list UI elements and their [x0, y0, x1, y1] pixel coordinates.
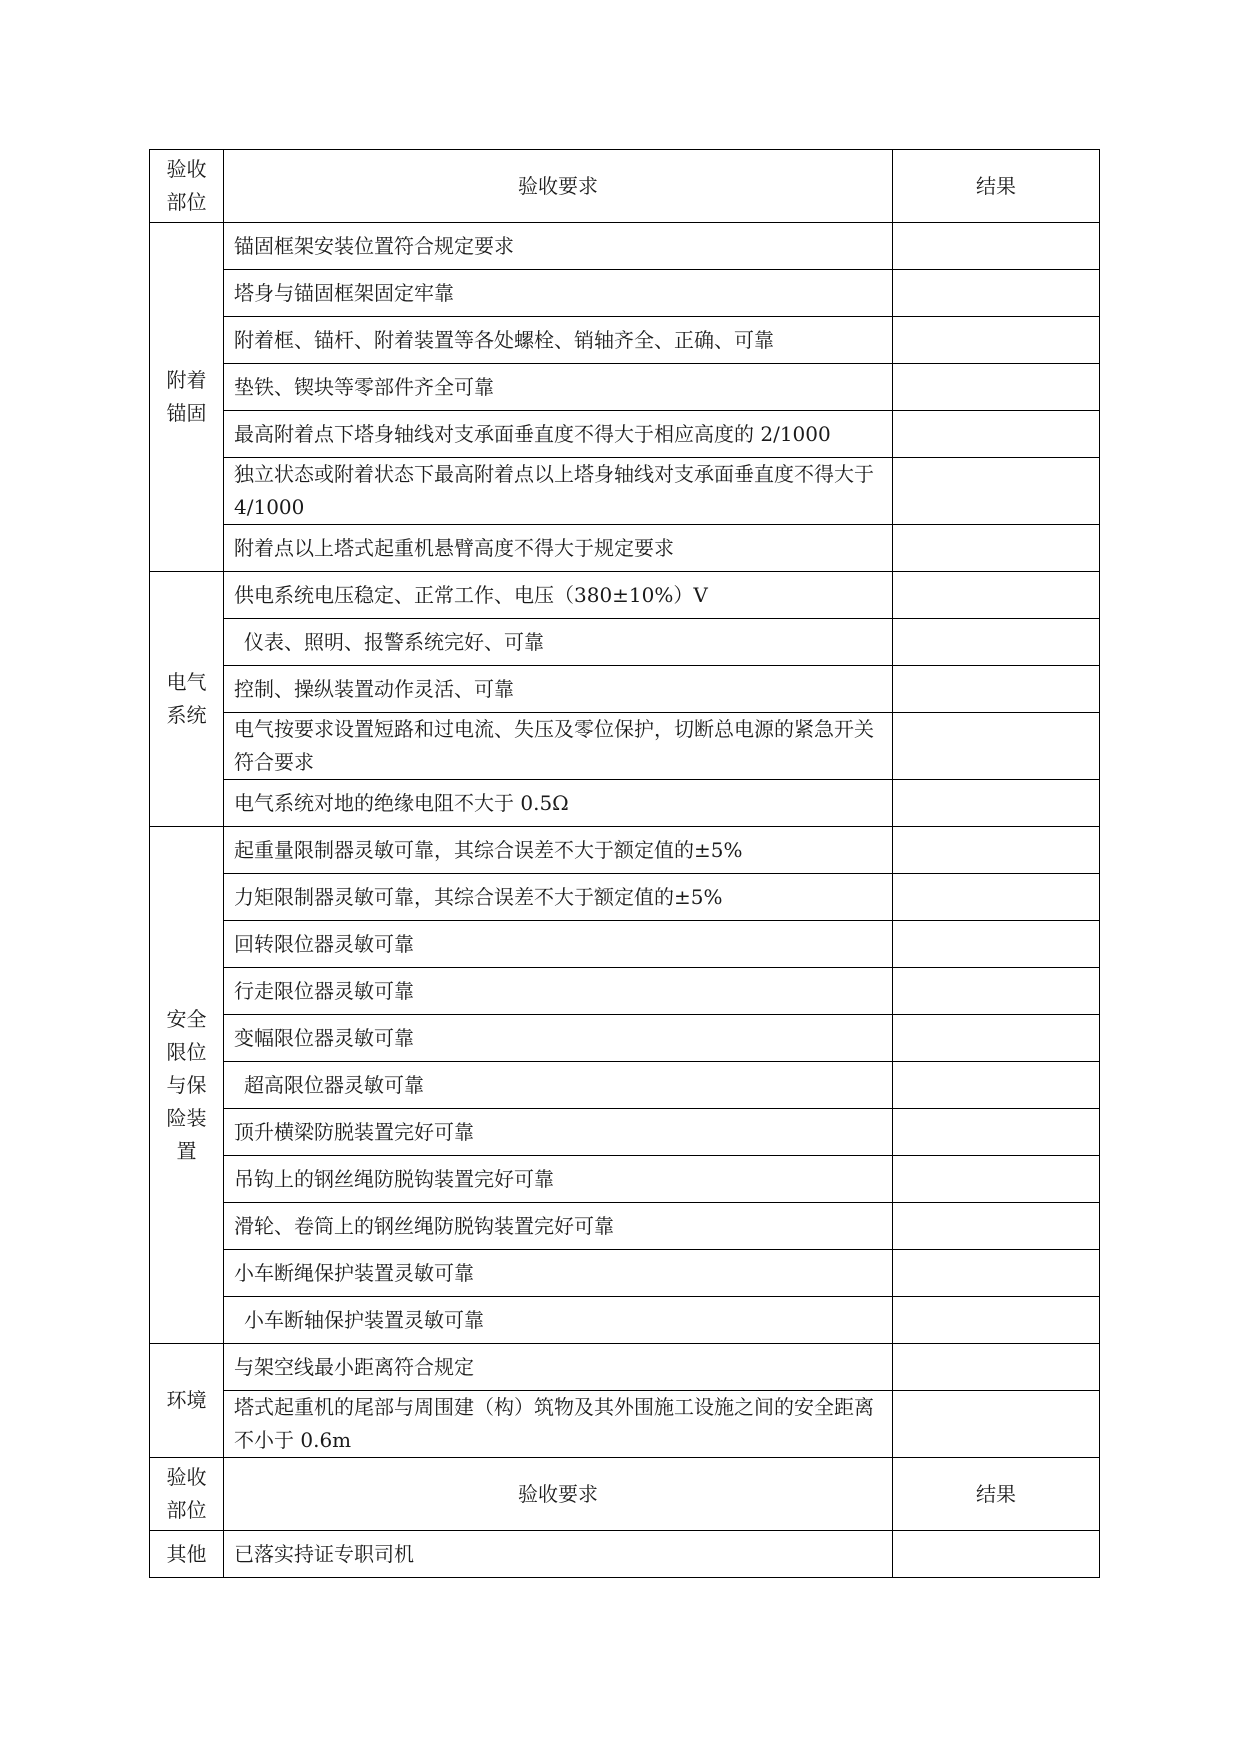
result-cell[interactable]: [893, 525, 1100, 572]
table-row: [150, 780, 1100, 827]
requirement-cell: 附着框、锚杆、附着装置等各处螺栓、销轴齐全、正确、可靠: [224, 317, 893, 364]
table-row: [150, 713, 1100, 780]
result-cell[interactable]: [893, 458, 1100, 525]
requirement-cell: 垫铁、锲块等零部件齐全可靠: [224, 364, 893, 411]
table-row: [150, 317, 1100, 364]
table-row: [150, 525, 1100, 572]
table-row: [150, 874, 1100, 921]
requirement-cell: 电气系统对地的绝缘电阻不大于 0.5Ω: [224, 780, 893, 827]
requirement-cell: 起重量限制器灵敏可靠，其综合误差不大于额定值的±5%: [224, 827, 893, 874]
table-row: [150, 364, 1100, 411]
result-cell[interactable]: [893, 1250, 1100, 1297]
result-cell[interactable]: [893, 1297, 1100, 1344]
table-row: [150, 1015, 1100, 1062]
requirement-cell: 回转限位器灵敏可靠: [224, 921, 893, 968]
result-cell[interactable]: [893, 1203, 1100, 1250]
requirement-cell: 控制、操纵装置动作灵活、可靠: [224, 666, 893, 713]
requirement-cell: 电气按要求设置短路和过电流、失压及零位保护，切断总电源的紧急开关符合要求: [224, 713, 893, 780]
section-safety-label: [150, 827, 224, 1344]
section-label-line: 电气: [166, 670, 207, 694]
header-result-cell: 结果: [893, 150, 1100, 223]
result-cell[interactable]: [893, 1391, 1100, 1458]
result-cell[interactable]: [893, 619, 1100, 666]
requirement-cell: 小车断轴保护装置灵敏可靠: [224, 1297, 893, 1344]
header-part-line: 部位: [166, 1498, 207, 1522]
header-part-cell: [150, 1458, 224, 1531]
table-row: [150, 1156, 1100, 1203]
table-row: [150, 1109, 1100, 1156]
result-cell[interactable]: [893, 780, 1100, 827]
table-row: [150, 411, 1100, 458]
table-row: [150, 666, 1100, 713]
requirement-cell: 附着点以上塔式起重机悬臂高度不得大于规定要求: [224, 525, 893, 572]
requirement-cell: 已落实持证专职司机: [224, 1531, 893, 1578]
table-row: [150, 1344, 1100, 1391]
table-row: [150, 270, 1100, 317]
requirement-cell: 锚固框架安装位置符合规定要求: [224, 223, 893, 270]
result-cell[interactable]: [893, 223, 1100, 270]
result-cell[interactable]: [893, 1109, 1100, 1156]
section-electric-label: [150, 572, 224, 827]
header-part-line: 验收: [166, 157, 207, 181]
requirement-cell: 小车断绳保护装置灵敏可靠: [224, 1250, 893, 1297]
requirement-cell: 顶升横梁防脱装置完好可靠: [224, 1109, 893, 1156]
requirement-cell: 塔式起重机的尾部与周围建（构）筑物及其外围施工设施之间的安全距离不小于 0.6m: [224, 1391, 893, 1458]
table-header-row: [150, 150, 1100, 223]
table-row: [150, 827, 1100, 874]
section-label-line: 安全: [166, 1006, 207, 1031]
requirement-cell: 吊钩上的钢丝绳防脱钩装置完好可靠: [224, 1156, 893, 1203]
table-row: [150, 572, 1100, 619]
table-row: [150, 1203, 1100, 1250]
section-label-line: 系统: [166, 703, 207, 727]
acceptance-checklist-table: [149, 149, 1100, 1578]
header-requirement-cell: 验收要求: [224, 150, 893, 223]
section-label-line: 附着: [166, 368, 207, 392]
section-label-line: 险装: [166, 1105, 207, 1130]
result-cell[interactable]: [893, 921, 1100, 968]
table-row: [150, 1391, 1100, 1458]
header-part-line: 部位: [166, 190, 207, 214]
requirement-cell: 与架空线最小距离符合规定: [224, 1344, 893, 1391]
requirement-cell: 力矩限制器灵敏可靠，其综合误差不大于额定值的±5%: [224, 874, 893, 921]
requirement-cell: 供电系统电压稳定、正常工作、电压（380±10%）V: [224, 572, 893, 619]
result-cell[interactable]: [893, 1062, 1100, 1109]
result-cell[interactable]: [893, 270, 1100, 317]
requirement-cell: 行走限位器灵敏可靠: [224, 968, 893, 1015]
header-part-line: 验收: [166, 1465, 207, 1489]
section-label-line: 与保: [166, 1072, 207, 1097]
table-row: [150, 1062, 1100, 1109]
result-cell[interactable]: [893, 874, 1100, 921]
result-cell[interactable]: [893, 411, 1100, 458]
section-label-line: 置: [176, 1138, 197, 1163]
requirement-cell: 最高附着点下塔身轴线对支承面垂直度不得大于相应高度的 2/1000: [224, 411, 893, 458]
section-label-line: 锚固: [166, 401, 207, 425]
section-label-line: 限位: [166, 1039, 207, 1064]
table-row: [150, 968, 1100, 1015]
result-cell[interactable]: [893, 713, 1100, 780]
requirement-cell: 变幅限位器灵敏可靠: [224, 1015, 893, 1062]
requirement-cell: 超高限位器灵敏可靠: [224, 1062, 893, 1109]
table-header-row: [150, 1458, 1100, 1531]
result-cell[interactable]: [893, 827, 1100, 874]
result-cell[interactable]: [893, 364, 1100, 411]
result-cell[interactable]: [893, 1156, 1100, 1203]
table-row: [150, 921, 1100, 968]
table-row: [150, 1250, 1100, 1297]
section-other-label: 其他: [150, 1531, 224, 1578]
section-attach-label: [150, 223, 224, 572]
header-result-cell: 结果: [893, 1458, 1100, 1531]
table-row: [150, 1531, 1100, 1578]
requirement-cell: 独立状态或附着状态下最高附着点以上塔身轴线对支承面垂直度不得大于 4/1000: [224, 458, 893, 525]
section-environment-label: 环境: [150, 1344, 224, 1458]
result-cell[interactable]: [893, 317, 1100, 364]
result-cell[interactable]: [893, 572, 1100, 619]
header-requirement-cell: 验收要求: [224, 1458, 893, 1531]
table-row: [150, 1297, 1100, 1344]
result-cell[interactable]: [893, 1344, 1100, 1391]
requirement-cell: 滑轮、卷筒上的钢丝绳防脱钩装置完好可靠: [224, 1203, 893, 1250]
table-row: [150, 458, 1100, 525]
requirement-cell: 仪表、照明、报警系统完好、可靠: [224, 619, 893, 666]
result-cell[interactable]: [893, 1015, 1100, 1062]
result-cell[interactable]: [893, 666, 1100, 713]
header-part-cell: [150, 150, 224, 223]
result-cell[interactable]: [893, 968, 1100, 1015]
table-row: [150, 619, 1100, 666]
table-row: [150, 223, 1100, 270]
requirement-cell: 塔身与锚固框架固定牢靠: [224, 270, 893, 317]
result-cell[interactable]: [893, 1531, 1100, 1578]
